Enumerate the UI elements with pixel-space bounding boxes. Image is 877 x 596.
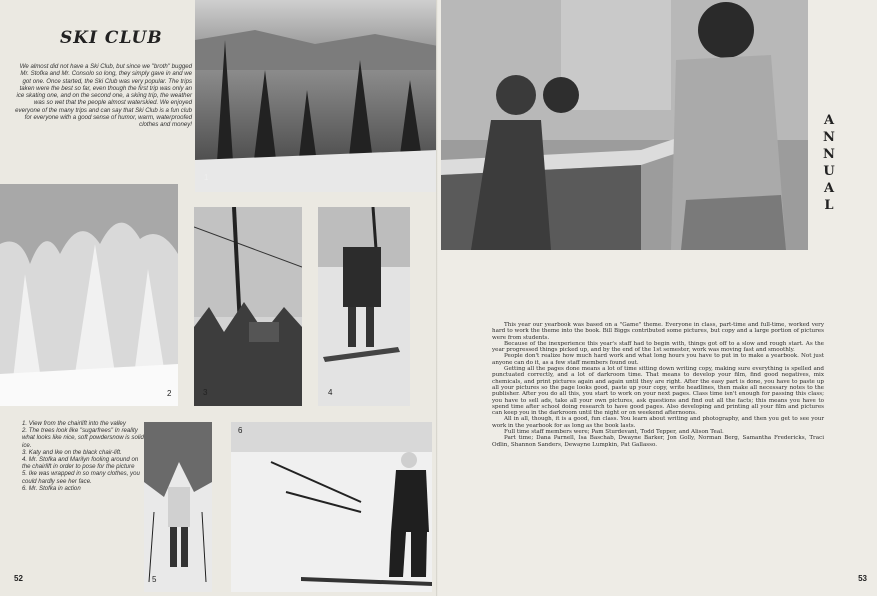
- caption: 4. Mr. Stofka and Marilyn fooling around on the chairlift in order to pose for the picture: [22, 456, 139, 471]
- photo-number: 2: [167, 389, 172, 398]
- photo-frosted-trees: [0, 184, 178, 406]
- photo-number: 6: [238, 426, 243, 435]
- page-number-right: 53: [858, 574, 867, 583]
- vertical-letter: U: [823, 164, 835, 179]
- caption: 2. The trees look like "sugarfrees" In reality what looks like nice, soft powdersnow is solid ice.: [22, 427, 144, 449]
- photo-skier-in-action: [231, 422, 432, 592]
- photo-number: 1: [204, 173, 209, 182]
- vertical-letter: N: [823, 147, 835, 162]
- page-title: SKI CLUB: [60, 28, 163, 48]
- body-paragraph: People don't realize how much hard work and what long hours you have to put in to make a yearbook. Not just anyone can do it, as a few staff members found out.: [492, 353, 824, 366]
- photo-bundled-skier: [144, 422, 212, 592]
- left-page: [0, 0, 438, 596]
- photo-number: 5: [152, 575, 157, 584]
- vertical-annual-word: [822, 112, 836, 214]
- body-paragraph: Getting all the pages done means a lot of time sitting down writing copy, making sure everything is spelled and punctuated correctly, and a lot of darkroom time. That means to develop your film, find good negatives, mix chemicals, and print pictures again and again until they are right. After the easy part is done, you have to paste up all your pictures so the page looks good, paste up your copy, write headlines, then make all necessary notes to the publisher. After you do all this, you start to work on your next pages. Class time isn't enough for passing this class; you have to sell ads, take all your own pictures, ask questions and find out all the facts; this means you have to spend time after school doing research to have good pages. Also developing and printing all your film and pictures can keep you in the darkroom until the night or on weekend afternoons.: [492, 366, 824, 417]
- vertical-letter: L: [824, 198, 834, 213]
- caption: 1. View from the chairlift into the valley: [22, 420, 126, 427]
- body-copy: [492, 322, 824, 448]
- body-paragraph: This year our yearbook was based on a "Game" theme. Everyone in class, part-time and full-time, worked very hard to work the theme into the book. Bill Biggs contributed some pictures, but copy and a large portion of pictures were from students.: [492, 322, 824, 341]
- photo-valley-view: [195, 0, 438, 192]
- caption: 3. Katy and Ike on the black chair-lift.: [22, 448, 122, 456]
- caption-list: [22, 420, 144, 492]
- photo-chairlift-riders: [318, 207, 410, 406]
- vertical-letter: N: [823, 130, 835, 145]
- vertical-letter: A: [823, 113, 835, 128]
- body-paragraph: Part time; Dana Parnell, Isa Baschab, Dwayne Barker, Jon Golly, Norman Berg, Samantha Fredericks, Traci Odlin, Shannon Sanders, Dewayne Lumpkin, Pat Gallasso.: [492, 435, 824, 448]
- vertical-letter: A: [823, 181, 835, 196]
- right-page: [438, 0, 877, 596]
- photo-number: 3: [203, 388, 208, 397]
- caption: 6. Mr. Stofka in action: [22, 484, 81, 492]
- photo-chairlift: [194, 207, 302, 406]
- intro-paragraph: We almost did not have a Ski Club, but since we "broth" bugged Mr. Stofka and Mr. Consolo so long, they simply gave in and we got one. Once started, the Ski Club was very popular. The trips taken were the best so far, even though the first trip was only an ice skating one, and on the second one, a skiing trip, the weather was so wet that the people almost waterskied. We enjoyed everyone of the many trips and can say that Ski Club is a fun club for everyone with a good sense of humor, warm, waterproofed clothes and money!: [15, 63, 192, 129]
- caption: 5. Ike was wrapped in so many clothes, you could hardly see her face.: [22, 470, 140, 485]
- body-paragraph: All in all, though, it is a good, fun class. You learn about writing and photography, and then you get to see your work in the yearbook for as long as the book lasts.: [492, 416, 824, 429]
- body-paragraph: Full time staff members were; Pam Sturdevant, Todd Tepper, and Alison Teal.: [504, 429, 724, 436]
- photo-yearbook-staff: [441, 0, 808, 250]
- photo-number: 4: [328, 388, 333, 397]
- page-number-left: 52: [14, 574, 23, 583]
- body-paragraph: Because of the inexperience this year's staff had to begin with, things got off to a slow and rough start. As the year progressed things picked up, and by the end of the 1st semester, work was moving fast and smoothly.: [492, 340, 824, 354]
